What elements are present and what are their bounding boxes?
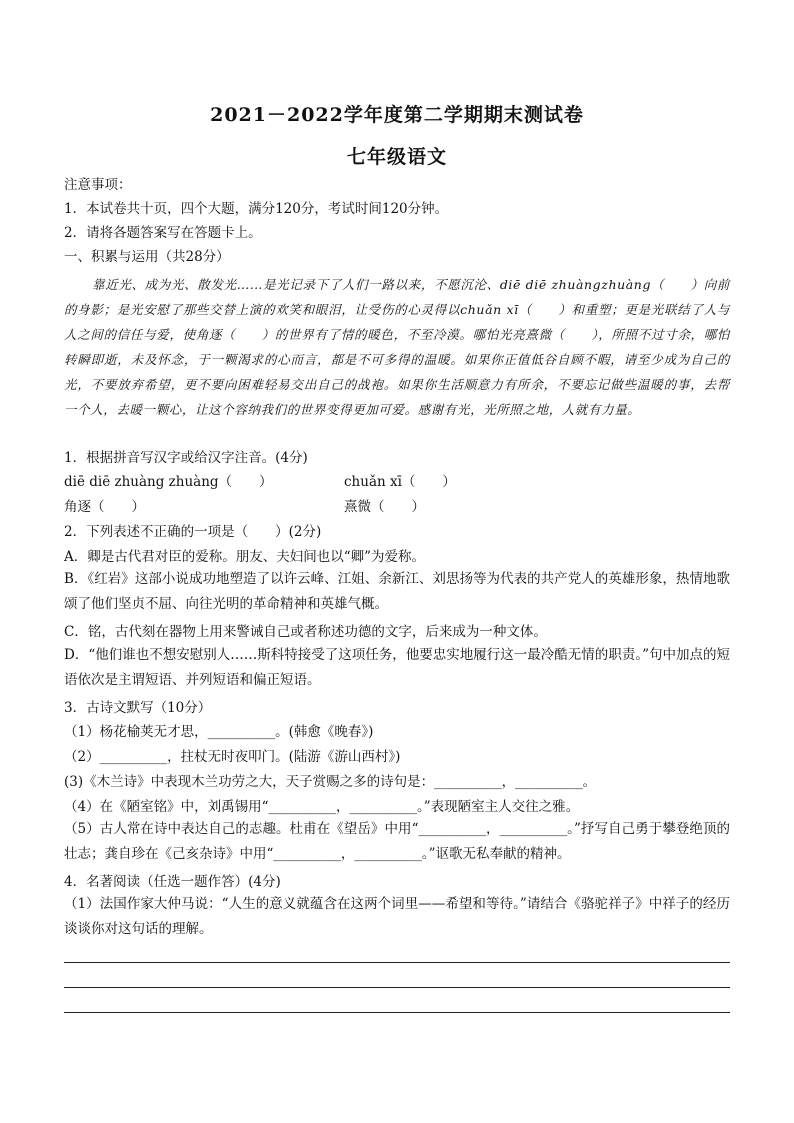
q1-item-a: diē diē zhuàng zhuàng（ ） <box>64 474 273 490</box>
q4-line-1: （1）法国作家大仲马说：“人生的意义就蕴含在这两个词里——希望和等待。”请结合《骆驼祥子》中祥子的经历谈谈你对这句话的理解。 <box>64 896 730 937</box>
q3-label: 3．古诗文默写（10分） <box>64 700 212 716</box>
passage-text: 靠近光、成为光、散发光……是光记录下了人们一路以来，不愿沉沦、diē diē zhuàngzhuàng（ ）向前的身影；是光安慰了那些交替上演的欢笑和眼泪，让受伤的心灵得以chuǎn xī（ ）和重塑；更是光联结了人与人之间的信任与爱，使角逐（ ）的世界有了情的暖色，不至冷漠。哪怕光亮熹微（ ），所照不过寸余，哪怕转瞬即逝，未及怀念，于一颗渴求的心而言，都是不可多得的温暖。如果你正值低谷自顾不暇，请至少成为自己的光，不要放弃希望，更不要向困难轻易交出自己的战袍。如果你生活顺意力有所余，不要忘记做些温暖的事，去帮一个人，去暖一颗心，让这个容纳我们的世界变得更加可爱。感谢有光，光所照之地，人就有力量。 <box>64 277 730 417</box>
q2-option-b: B．《红岩》这部小说成功地塑造了以许云峰、江姐、余新江、刘思扬等为代表的共产党人的英雄形象，热情地歌颂了他们坚贞不屈、向往光明的革命精神和英雄气概。 <box>64 571 730 612</box>
q2-option-d: D．“他们谁也不想安慰别人……斯科特接受了这项任务，他要忠实地履行这一最冷酷无情的职责。”句中加点的短语依次是主谓短语、并列短语和偏正短语。 <box>64 647 730 688</box>
exam-title: 2021－2022学年度第二学期期末测试卷 <box>210 104 584 126</box>
q3-line-2: （2）__________，拄杖无时夜叩门。(陆游《游山西村》) <box>64 749 401 765</box>
notice-heading: 注意事项： <box>64 177 132 193</box>
q1-item-c: 角逐（ ） <box>64 499 145 515</box>
q2-option-c: C．铭，古代刻在器物上用来警诫自己或者称述功德的文字，后来成为一种文体。 <box>64 624 547 640</box>
notice-item: 2．请将各题答案写在答题卡上。 <box>64 225 262 241</box>
q1-item-d: 熹微（ ） <box>344 499 425 515</box>
answer-line <box>64 1012 730 1013</box>
q3-line-1: （1）杨花榆荚无才思，__________。(韩愈《晚春》) <box>64 724 374 740</box>
section1-heading: 一、积累与运用（共28分） <box>64 249 230 265</box>
q2-option-a: A．卿是古代君对臣的爱称。朋友、夫妇间也以“卿”为爱称。 <box>64 549 426 565</box>
q2-label: 2．下列表述不正确的一项是（ ）(2分) <box>64 524 322 540</box>
answer-line <box>64 987 730 988</box>
q1-item-b: chuǎn xī（ ） <box>344 474 456 490</box>
exam-subtitle: 七年级语文 <box>346 146 447 168</box>
q1-label: 1．根据拼音写汉字或给汉字注音。(4分) <box>64 450 308 466</box>
q4-label: 4．名著阅读（任选一题作答）(4分) <box>64 874 281 890</box>
q3-line-5: （5）古人常在诗中表达自己的志趣。杜甫在《望岳》中用“__________，__________。”抒写自己勇于攀登绝顶的壮志；龚自珍在《己亥杂诗》中用“__________，__________。”讴歌无私奉献的精神。 <box>64 821 730 862</box>
q3-line-3: (3)《木兰诗》中表现木兰功劳之大，天子赏赐之多的诗句是：__________，__________。 <box>64 774 597 790</box>
notice-item: 1．本试卷共十页，四个大题，满分120分，考试时间120分钟。 <box>64 201 449 217</box>
answer-line <box>64 962 730 963</box>
reading-passage <box>64 272 730 422</box>
q3-line-4: （4）在《陋室铭》中，刘禹锡用“__________，__________。”表现陋室主人交往之雅。 <box>64 799 580 815</box>
